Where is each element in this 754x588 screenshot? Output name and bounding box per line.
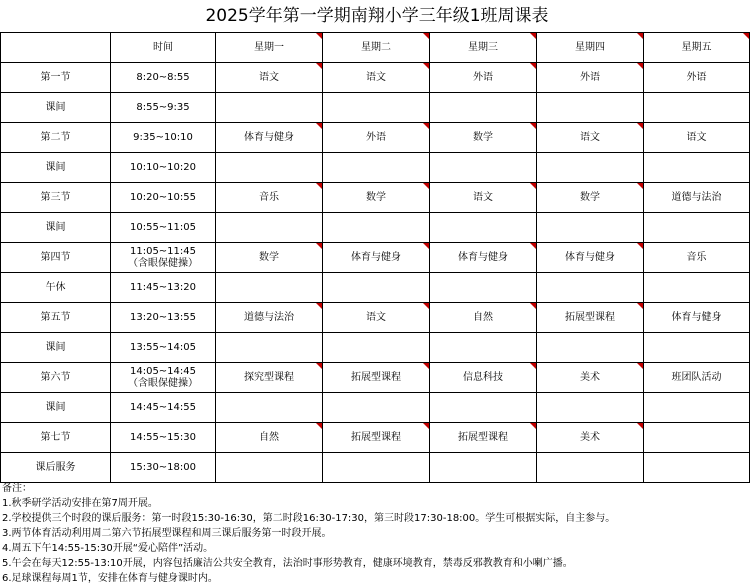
course-cell: 体育与健身 <box>644 303 750 333</box>
course-cell: 外语 <box>323 123 430 153</box>
period-label: 课间 <box>1 153 111 183</box>
course-cell: 体育与健身 <box>216 123 323 153</box>
time-cell <box>111 63 216 93</box>
course-cell: 体育与健身 <box>323 243 430 273</box>
period-label: 第四节 <box>1 243 111 273</box>
period-label: 午休 <box>1 273 111 303</box>
time-cell <box>111 363 216 393</box>
table-right-border <box>749 32 750 481</box>
course-cell <box>644 423 750 453</box>
note-line: 2.学校提供三个时段的课后服务：第一时段15:30-16:30，第二时段16:30-17:30，第三时段17:30-18:00。学生可根据实际，自主参与。 <box>2 513 616 524</box>
course-cell <box>537 273 644 303</box>
course-cell: 语文 <box>537 123 644 153</box>
header-row <box>1 33 750 63</box>
header-cell: 星期四 <box>537 33 644 63</box>
course-cell <box>216 93 323 123</box>
course-cell <box>537 153 644 183</box>
time-text: 13:55~14:05 <box>129 341 196 353</box>
course-cell <box>537 393 644 423</box>
course-cell: 美术 <box>537 423 644 453</box>
time-text: 13:20~13:55 <box>129 311 196 323</box>
course-cell: 数学 <box>216 243 323 273</box>
course-cell: 数学 <box>537 183 644 213</box>
course-cell <box>644 213 750 243</box>
time-text: 14:45~14:55 <box>129 401 196 413</box>
course-cell: 语文 <box>644 123 750 153</box>
course-cell <box>430 393 537 423</box>
note-line: 1.秋季研学活动安排在第7周开展。 <box>2 498 158 509</box>
course-cell <box>430 453 537 483</box>
time-cell <box>111 453 216 483</box>
time-text: 8:20~8:55 <box>136 71 190 83</box>
course-cell <box>323 153 430 183</box>
course-cell <box>216 393 323 423</box>
note-line: 4.周五下午14:55-15:30开展“爱心陪伴”活动。 <box>2 543 214 554</box>
course-cell: 数学 <box>323 183 430 213</box>
course-cell <box>537 213 644 243</box>
period-label: 课间 <box>1 393 111 423</box>
course-cell <box>216 453 323 483</box>
page-title: 2025学年第一学期南翔小学三年级1班周课表 <box>205 6 549 26</box>
table-row <box>1 423 750 453</box>
course-cell: 美术 <box>537 363 644 393</box>
course-cell <box>537 453 644 483</box>
period-label: 课间 <box>1 333 111 363</box>
time-text: （含眼保健操） <box>128 377 198 389</box>
course-cell <box>323 393 430 423</box>
course-cell: 外语 <box>644 63 750 93</box>
time-cell <box>111 303 216 333</box>
course-cell: 班团队活动 <box>644 363 750 393</box>
time-cell <box>111 333 216 363</box>
table-row <box>1 183 750 213</box>
table-row <box>1 123 750 153</box>
course-cell <box>216 153 323 183</box>
course-cell: 探究型课程 <box>216 363 323 393</box>
course-cell: 自然 <box>216 423 323 453</box>
time-cell <box>111 153 216 183</box>
time-text: 14:55~15:30 <box>129 431 196 443</box>
course-cell: 外语 <box>430 63 537 93</box>
course-cell: 体育与健身 <box>537 243 644 273</box>
course-cell <box>216 333 323 363</box>
course-cell <box>430 273 537 303</box>
time-text: 10:20~10:55 <box>129 191 196 203</box>
course-cell: 语文 <box>216 63 323 93</box>
course-cell <box>644 333 750 363</box>
time-text: 8:55~9:35 <box>136 101 190 113</box>
course-cell <box>323 273 430 303</box>
time-cell <box>111 183 216 213</box>
table-row <box>1 273 750 303</box>
course-cell <box>323 213 430 243</box>
course-cell: 语文 <box>323 303 430 333</box>
period-label: 课间 <box>1 213 111 243</box>
course-cell: 数学 <box>430 123 537 153</box>
table-row <box>1 93 750 123</box>
time-cell <box>111 423 216 453</box>
note-line: 3.两节体育活动利用周二第六节拓展型课程和周三课后服务第一时段开展。 <box>2 528 332 539</box>
course-cell: 体育与健身 <box>430 243 537 273</box>
period-label: 第一节 <box>1 63 111 93</box>
period-label: 第五节 <box>1 303 111 333</box>
table-row <box>1 393 750 423</box>
period-label: 第二节 <box>1 123 111 153</box>
time-cell <box>111 243 216 273</box>
course-cell: 外语 <box>537 63 644 93</box>
course-cell: 道德与法治 <box>216 303 323 333</box>
period-label: 第三节 <box>1 183 111 213</box>
course-cell: 道德与法治 <box>644 183 750 213</box>
time-cell <box>111 393 216 423</box>
header-cell <box>1 33 111 63</box>
notes <box>2 481 752 586</box>
header-cell: 星期一 <box>216 33 323 63</box>
course-cell: 音乐 <box>216 183 323 213</box>
course-cell <box>430 93 537 123</box>
course-cell: 拓展型课程 <box>323 363 430 393</box>
course-cell: 语文 <box>430 183 537 213</box>
table-row <box>1 153 750 183</box>
note-line: 6.足球课程每周1节，安排在体育与健身课时内。 <box>2 573 218 584</box>
course-cell <box>216 213 323 243</box>
period-label: 第七节 <box>1 423 111 453</box>
course-cell <box>216 273 323 303</box>
course-cell <box>323 93 430 123</box>
time-text: 11:05~11:45 <box>129 245 196 257</box>
course-cell <box>644 153 750 183</box>
note-line: 备注： <box>2 483 32 494</box>
header-cell: 星期五 <box>644 33 750 63</box>
header-cell: 星期三 <box>430 33 537 63</box>
table-row <box>1 363 750 393</box>
table-row <box>1 453 750 483</box>
course-cell: 音乐 <box>644 243 750 273</box>
header-cell: 时间 <box>111 33 216 63</box>
course-cell: 语文 <box>323 63 430 93</box>
course-cell <box>430 153 537 183</box>
period-label: 课后服务 <box>1 453 111 483</box>
course-cell <box>537 333 644 363</box>
table-row <box>1 303 750 333</box>
timetable <box>0 32 750 483</box>
period-label: 第六节 <box>1 363 111 393</box>
note-line: 5.午会在每天12:55-13:10开展，内容包括廉洁公共安全教育，法治时事形势教育，健康环境教育，禁毒反邪教教育和小喇广播。 <box>2 558 573 569</box>
course-cell <box>430 213 537 243</box>
time-text: 15:30~18:00 <box>129 461 196 473</box>
time-text: 10:55~11:05 <box>129 221 196 233</box>
course-cell <box>323 333 430 363</box>
time-text: 9:35~10:10 <box>133 131 193 143</box>
time-cell <box>111 213 216 243</box>
course-cell <box>644 273 750 303</box>
table-row <box>1 213 750 243</box>
course-cell: 自然 <box>430 303 537 333</box>
course-cell <box>644 393 750 423</box>
time-text: （含眼保健操） <box>128 257 198 269</box>
table-row <box>1 243 750 273</box>
course-cell <box>537 93 644 123</box>
time-text: 14:05~14:45 <box>129 365 196 377</box>
course-cell: 信息科技 <box>430 363 537 393</box>
course-cell <box>644 93 750 123</box>
time-text: 11:45~13:20 <box>129 281 196 293</box>
time-cell <box>111 273 216 303</box>
course-cell <box>430 333 537 363</box>
period-label: 课间 <box>1 93 111 123</box>
time-cell <box>111 123 216 153</box>
time-text: 10:10~10:20 <box>129 161 196 173</box>
course-cell: 拓展型课程 <box>323 423 430 453</box>
table-row <box>1 333 750 363</box>
course-cell <box>644 453 750 483</box>
course-cell <box>323 453 430 483</box>
course-cell: 拓展型课程 <box>537 303 644 333</box>
table-row <box>1 63 750 93</box>
course-cell: 拓展型课程 <box>430 423 537 453</box>
header-cell: 星期二 <box>323 33 430 63</box>
time-cell <box>111 93 216 123</box>
